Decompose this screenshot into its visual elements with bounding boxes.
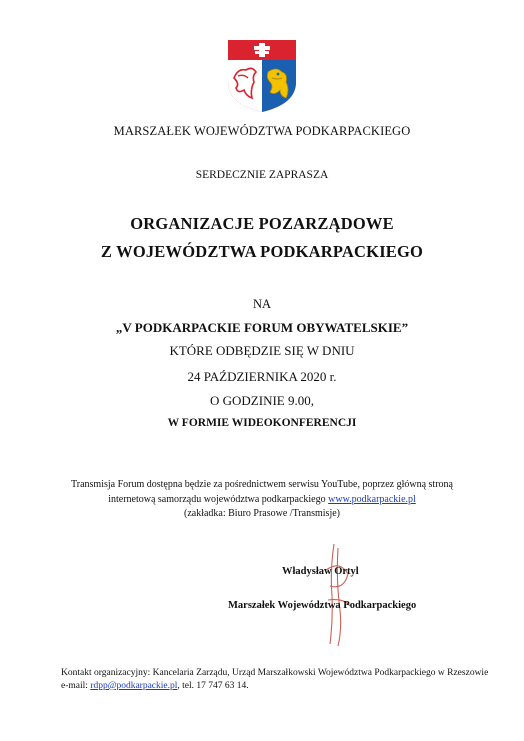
signature-mark (300, 540, 360, 648)
website-link[interactable]: www.podkarpackie.pl (328, 493, 416, 505)
issuer-heading: MARSZAŁEK WOJEWÓDZTWA PODKARPACKIEGO (113, 124, 411, 138)
email-link[interactable]: rdpp@podkarpackie.pl (90, 681, 178, 691)
transmission-info (0, 478, 524, 522)
signer-role: Marszałek Województwa Podkarpackiego (228, 600, 417, 611)
event-name: „V PODKARPACKIE FORUM OBYWATELSKIE” (115, 320, 409, 335)
contact-line-1: Kontakt organizacyjny: Kancelaria Zarządu, Urząd Marszałkowski Województwa Podkarpackiego w Rzeszowie (61, 668, 489, 678)
event-hour: O GODZINIE 9.00, (210, 393, 314, 408)
signer-name: Władysław Ortyl (282, 566, 359, 577)
addressee-line-1: ORGANIZACJE POZARZĄDOWE (130, 214, 394, 233)
phone-text: , tel. 17 747 63 14. (177, 681, 249, 691)
contact-info (61, 667, 501, 693)
addressee-line-2: Z WOJEWÓDZTWA PODKARPACKIEGO (100, 242, 424, 261)
event-form: W FORMIE WIDEOKONFERENCJI (167, 417, 357, 429)
event-when-intro: KTÓRE ODBĘDZIE SIĘ W DNIU (169, 343, 355, 358)
contact-line-2 (61, 680, 501, 693)
event-prefix: NA (252, 297, 272, 311)
transmission-line-3: (zakładka: Biuro Prasowe /Transmisje) (184, 508, 340, 519)
event-date: 24 PAŹDZIERNIKA 2020 r. (187, 369, 337, 384)
email-label: e-mail: (61, 681, 88, 691)
coat-of-arms-icon (226, 38, 298, 114)
transmission-line-2-text: internetową samorządu województwa podkarpackiego (108, 493, 326, 505)
transmission-line-2 (0, 493, 524, 508)
transmission-line-1: Transmisja Forum dostępna będzie za pośrednictwem serwisu YouTube, poprzez główną stroną (71, 479, 453, 490)
invitation-line: SERDECZNIE ZAPRASZA (195, 169, 329, 181)
